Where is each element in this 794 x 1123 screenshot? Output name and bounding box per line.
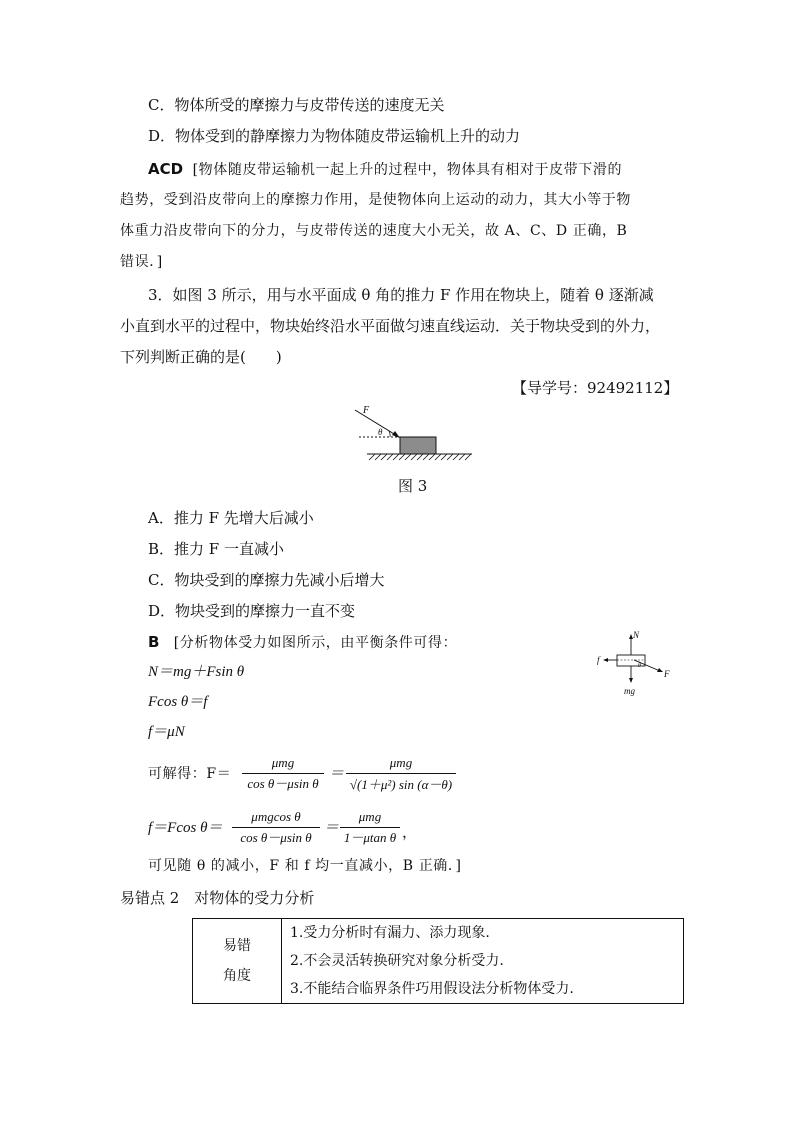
answer-explanation-line-2: 趋势，受到沿皮带向上的摩擦力作用，是使物体向上运动的动力，其大小等于物: [120, 192, 631, 208]
answer-explanation-line-1: [148, 159, 622, 180]
frac4-numerator: μmg: [358, 809, 382, 824]
equals-sign: ＝: [324, 820, 340, 836]
f-prefix: f＝Fcos θ＝: [148, 820, 223, 836]
frac1-denominator: cos θ－μsin θ: [247, 776, 319, 791]
mistake-item-1: 1.受力分析时有漏力、添力现象.: [290, 925, 490, 941]
option-d: D．物体受到的静摩擦力为物体随皮带运输机上升的动力: [148, 127, 521, 145]
frac3-denominator: cos θ－μsin θ: [240, 830, 312, 845]
equation-3: f＝μN: [148, 724, 185, 740]
section-title: 易错点 2 对物体的受力分析: [120, 889, 315, 907]
option-a: A．推力 F 先增大后减小: [148, 509, 314, 527]
solve-prefix: 可解得：F＝: [148, 766, 232, 782]
figure-3-block-diagram: [345, 402, 480, 464]
answer-label: B: [148, 633, 160, 651]
q3-answer-line: [148, 632, 457, 653]
mistake-item-3: 3.不能结合临界条件巧用假设法分析物体受力.: [290, 981, 574, 997]
option-c: C．物体所受的摩擦力与皮带传送的速度无关: [148, 96, 445, 114]
gravity-label: mg: [624, 686, 635, 696]
option-d-q3: D．物块受到的摩擦力一直不变: [148, 602, 356, 620]
explanation-intro: [分析物体受力如图所示，由平衡条件可得：: [173, 635, 458, 651]
free-body-diagram: [594, 628, 678, 700]
comma: ，: [402, 823, 418, 841]
equals-sign: ＝: [329, 766, 345, 782]
frac2-bar: [346, 773, 456, 774]
force-label: F: [664, 669, 670, 679]
force-label: F: [363, 405, 370, 416]
frac2-denominator: √(1＋μ²) sin (α－θ): [349, 777, 453, 792]
equation-2: Fcos θ＝f: [148, 694, 208, 710]
option-c-q3: C．物块受到的摩擦力先减小后增大: [148, 571, 385, 589]
explanation-text: [物体随皮带运输机一起上升的过程中，物体具有相对于皮带下滑的: [192, 162, 623, 178]
answer-explanation-line-3: 体重力沿皮带向下的分力，与皮带传送的速度大小无关，故 A、C、D 正确，B: [120, 223, 628, 239]
q3-stem-line-2: 小直到水平的过程中，物块始终沿水平面做匀速直线运动．关于物块受到的外力，: [120, 317, 661, 335]
angle-label: θ: [378, 427, 383, 437]
frac3-numerator: μmgcos θ: [251, 809, 301, 824]
figure-caption: 图 3: [398, 477, 428, 495]
frac1-bar: [242, 773, 324, 774]
frac3-bar: [232, 827, 320, 828]
friction-label: f: [597, 655, 600, 665]
table-header-cell: [193, 919, 282, 1004]
mistake-angle-table: [192, 918, 684, 1004]
table-header-line-2: 角度: [223, 968, 251, 984]
frac1-numerator: μmg: [271, 755, 295, 770]
conclusion: 可见随 θ 的减小，F 和 f 均一直减小，B 正确．]: [148, 858, 462, 874]
answer-label: ACD: [148, 160, 184, 178]
frac4-denominator: 1－μtan θ: [343, 830, 397, 845]
mistake-item-2: 2.不会灵活转换研究对象分析受力.: [290, 953, 504, 969]
table-items-cell: [282, 919, 684, 1004]
frac4-bar: [340, 827, 400, 828]
option-b: B．推力 F 一直减小: [148, 540, 284, 558]
normal-label: N: [633, 630, 640, 640]
q3-stem-line-1: 3．如图 3 所示，用与水平面成 θ 角的推力 F 作用在物块上，随着 θ 逐渐减: [148, 286, 654, 304]
frac2-numerator: μmg: [389, 755, 413, 770]
force-arrow: [355, 410, 399, 437]
q3-stem-line-3: 下列判断正确的是( ): [120, 348, 282, 366]
answer-explanation-line-4: 错误．]: [120, 254, 163, 270]
equation-1: N＝mg＋Fsin θ: [148, 664, 245, 680]
angle-label: θ: [638, 663, 641, 669]
block: [400, 437, 436, 454]
table-header-line-1: 易错: [223, 938, 251, 954]
guide-number: 【导学号：92492112】: [512, 379, 679, 397]
